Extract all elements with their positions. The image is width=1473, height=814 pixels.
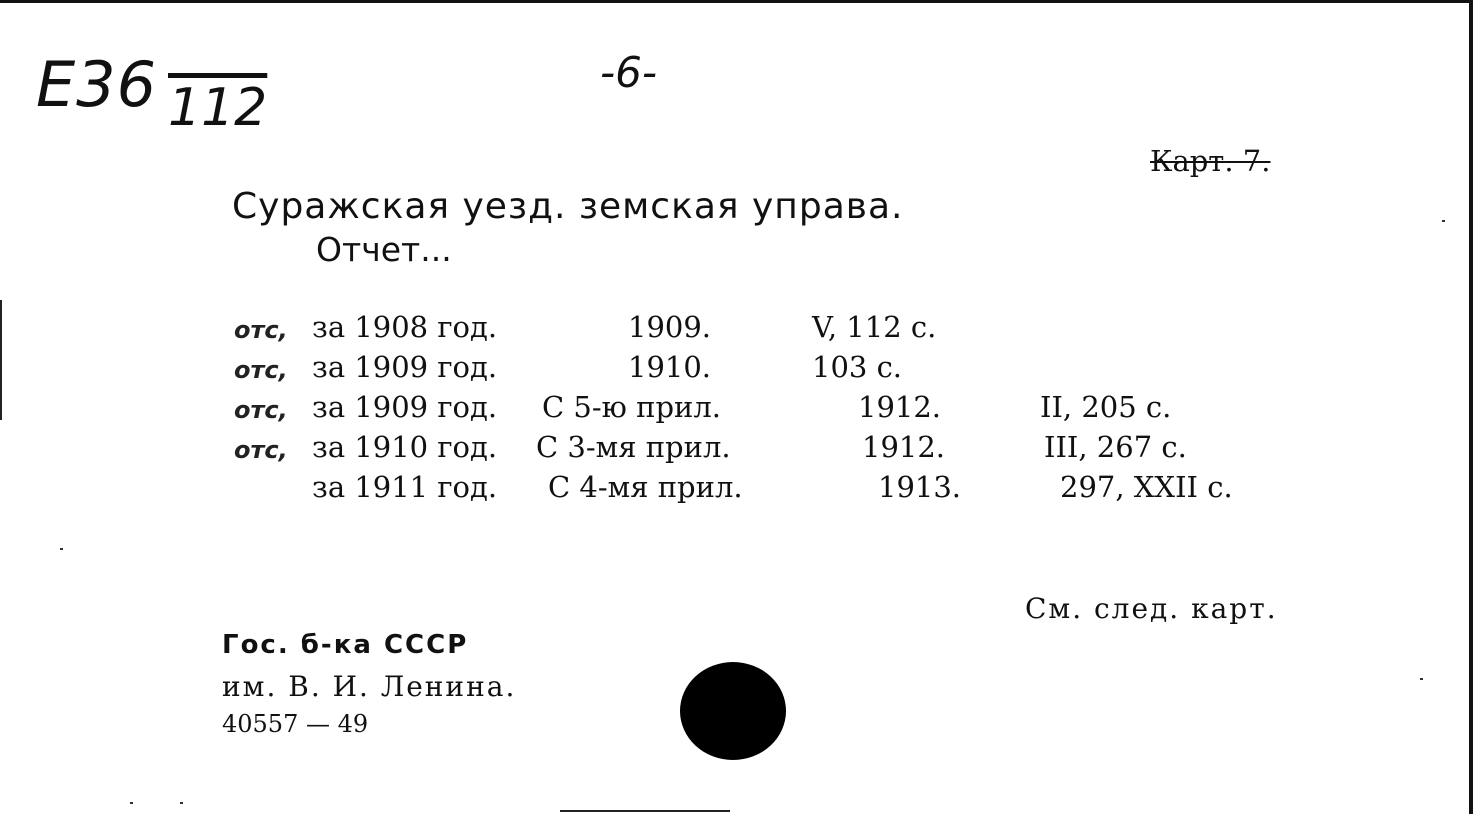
shelfmark-fraction: 112 — [168, 78, 268, 138]
card-number: Карт. 7. — [1150, 144, 1271, 178]
entry-pages: 297, XXII с. — [1060, 470, 1233, 504]
entry-period: за 1909 год. — [312, 350, 498, 384]
entry-appendix: С 4-мя прил. — [548, 470, 743, 504]
imprint-library: Гос. б-ка СССР — [222, 630, 469, 660]
scan-speck — [180, 802, 183, 804]
see-next-card: См. след. карт. — [1025, 592, 1278, 625]
scan-edge-top — [0, 0, 1473, 3]
shelfmark: E36 — [36, 48, 158, 121]
scan-edge-left — [0, 300, 2, 420]
scan-speck — [1420, 678, 1423, 680]
entry-stamp: отс, — [234, 316, 288, 344]
card-title: Суражская уезд. земская управа. — [232, 186, 904, 227]
scan-edge-bottom — [560, 810, 730, 812]
entry-period: за 1909 год. — [312, 390, 498, 424]
entry-period: за 1911 год. — [312, 470, 498, 504]
entry-stamp: отс, — [234, 356, 288, 384]
entry-stamp: отс, — [234, 436, 288, 464]
page-number: -6- — [600, 48, 658, 97]
entry-pages: V, 112 с. — [812, 310, 937, 344]
card-subtitle: Отчет... — [316, 230, 452, 269]
entry-stamp: отс, — [234, 396, 288, 424]
entry-appendix: С 3-мя прил. — [536, 430, 731, 464]
entry-pub-year: 1910. — [628, 350, 712, 384]
entry-pub-year: 1909. — [628, 310, 712, 344]
entry-pub-year: 1913. — [878, 470, 962, 504]
scan-speck — [1442, 220, 1445, 222]
entry-pages: 103 с. — [812, 350, 903, 384]
entry-pub-year: 1912. — [858, 390, 942, 424]
entry-pages: II, 205 с. — [1040, 390, 1172, 424]
imprint-number: 40557 — 49 — [222, 710, 369, 738]
entry-pub-year: 1912. — [862, 430, 946, 464]
entry-period: за 1910 год. — [312, 430, 498, 464]
scan-edge-right — [1469, 0, 1473, 814]
scan-speck — [130, 802, 133, 804]
scan-speck — [60, 548, 63, 550]
entry-pages: III, 267 с. — [1044, 430, 1187, 464]
imprint-name: им. В. И. Ленина. — [222, 670, 517, 703]
entry-period: за 1908 год. — [312, 310, 498, 344]
entry-appendix: С 5-ю прил. — [542, 390, 721, 424]
punch-hole — [680, 662, 786, 760]
